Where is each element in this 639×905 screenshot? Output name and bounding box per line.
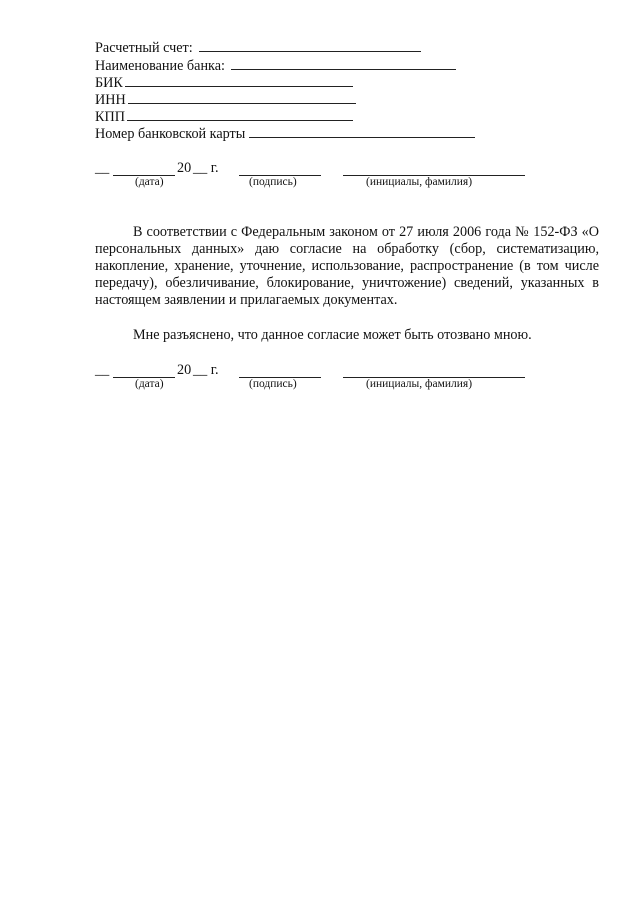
date-day-blank: __: [95, 362, 110, 378]
date-year-prefix: 20: [177, 160, 192, 176]
account-number-line: [199, 38, 421, 52]
date-year-suffix: __ г.: [193, 160, 219, 176]
bank-name-label: Наименование банка:: [95, 58, 225, 74]
bank-name-line: [231, 56, 456, 70]
date-caption: (дата): [135, 176, 164, 188]
kpp-line: [127, 107, 353, 121]
signature-block-2: [95, 362, 535, 394]
inn-label: ИНН: [95, 92, 126, 108]
consent-paragraph: В соответствии с Федеральным законом от 27 июля 2006 года № 152-ФЗ «О персональных данных» даю согласие на обработку (сбор, систематизацию, накопление, хранение, уточнение, использование, распространение (в том числе передачу), обезличивание, блокирование, уничтожение) сведений, указанных в настоящем заявлении и прилагаемых документах.: [95, 224, 599, 308]
signature-caption: (подпись): [249, 378, 297, 390]
card-number-field: [95, 124, 475, 143]
revocation-note: Мне разъяснено, что данное согласие может быть отозвано мною.: [133, 327, 532, 343]
date-year-suffix: __ г.: [193, 362, 219, 378]
date-caption: (дата): [135, 378, 164, 390]
name-caption: (инициалы, фамилия): [366, 176, 473, 188]
date-day-blank: __: [95, 160, 110, 176]
name-caption: (инициалы, фамилия): [366, 378, 473, 390]
bik-label: БИК: [95, 75, 123, 91]
signature-block-1: [95, 160, 535, 192]
kpp-label: КПП: [95, 109, 125, 125]
bik-line: [125, 73, 353, 87]
inn-line: [128, 90, 356, 104]
account-number-field: [95, 38, 421, 57]
card-number-line: [249, 124, 475, 138]
date-year-prefix: 20: [177, 362, 192, 378]
card-number-label: Номер банковской карты: [95, 126, 246, 142]
signature-caption: (подпись): [249, 176, 297, 188]
account-number-label: Расчетный счет:: [95, 40, 193, 56]
